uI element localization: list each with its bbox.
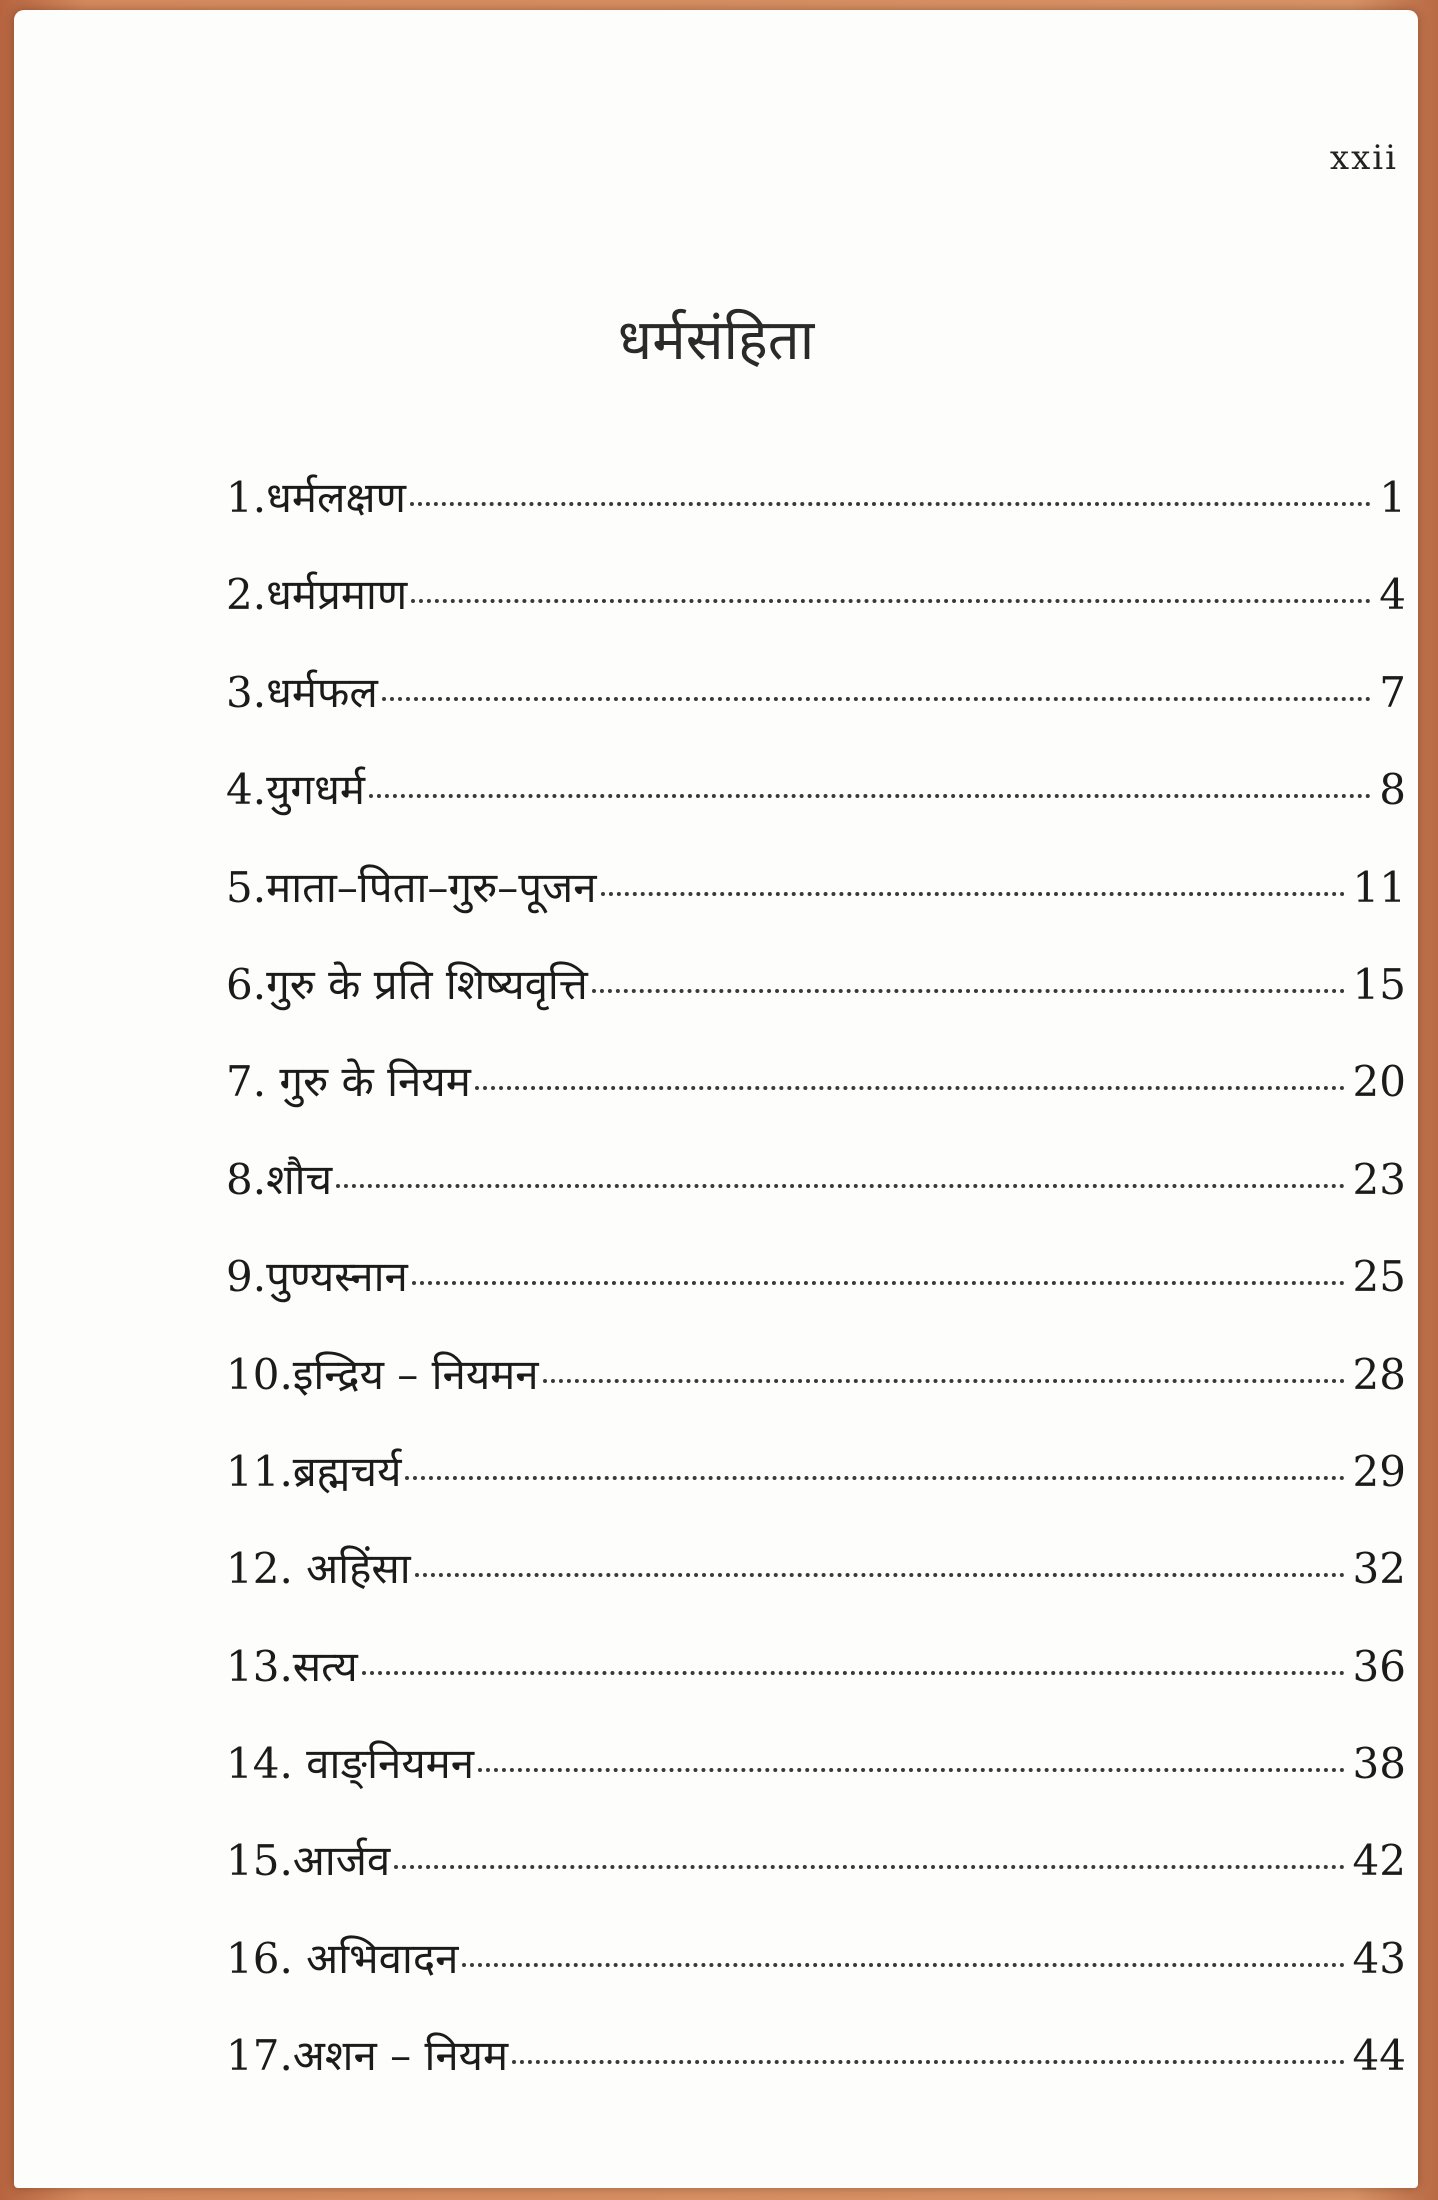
toc-entry-label: 4.युगधर्म xyxy=(226,765,366,815)
toc-entry-page: 36 xyxy=(1352,1641,1406,1691)
dot-leader xyxy=(405,1476,1344,1480)
book-page xyxy=(14,10,1418,2188)
toc-entry-page: 42 xyxy=(1352,1836,1406,1886)
toc-entry-label: 1.धर्मलक्षण xyxy=(226,473,406,522)
toc-entry-label: 6.गुरु के प्रति शिष्यवृत्ति xyxy=(226,959,588,1009)
toc-entry-page: 23 xyxy=(1352,1154,1406,1204)
toc-entry-10 xyxy=(226,1345,1406,1442)
dot-leader xyxy=(369,794,1371,798)
toc-entry-label: 7. गुरु के नियम xyxy=(226,1057,471,1107)
toc-entry-label: 15.आर्जव xyxy=(226,1836,391,1886)
toc-entry-page: 38 xyxy=(1352,1739,1406,1789)
toc-entry-page: 44 xyxy=(1352,2031,1406,2081)
toc-entry-page: 11 xyxy=(1352,862,1406,912)
dot-leader xyxy=(410,502,1371,506)
toc-entry-4 xyxy=(226,760,1406,857)
dot-leader xyxy=(475,1086,1345,1090)
toc-entry-label: 11.ब्रह्मचर्य xyxy=(226,1446,402,1496)
dot-leader xyxy=(412,1281,1345,1285)
toc-entry-9 xyxy=(226,1247,1406,1344)
toc-entry-page: 8 xyxy=(1379,765,1406,815)
dot-leader xyxy=(382,697,1371,701)
toc-entry-page: 20 xyxy=(1352,1057,1406,1107)
page-title: धर्मसंहिता xyxy=(617,308,815,373)
toc-entry-label: 14. वाङ्नियमन xyxy=(226,1739,475,1789)
toc-entry-page: 1 xyxy=(1379,473,1406,522)
toc-entry-8 xyxy=(226,1150,1406,1247)
toc-entry-label: 16. अभिवादन xyxy=(226,1933,459,1983)
toc-entry-11 xyxy=(226,1442,1406,1539)
dot-leader xyxy=(415,1573,1345,1577)
table-of-contents xyxy=(226,468,1406,2124)
dot-leader xyxy=(478,1768,1344,1772)
toc-entry-label: 3.धर्मफल xyxy=(226,667,378,717)
dot-leader xyxy=(411,599,1371,603)
dot-leader xyxy=(592,989,1345,993)
toc-entry-17 xyxy=(226,2026,1406,2123)
toc-entry-14 xyxy=(226,1734,1406,1831)
toc-entry-7 xyxy=(226,1052,1406,1149)
toc-entry-page: 28 xyxy=(1352,1349,1406,1399)
toc-entry-15 xyxy=(226,1831,1406,1928)
toc-entry-page: 4 xyxy=(1379,570,1406,620)
dot-leader xyxy=(462,1963,1344,1967)
toc-entry-5 xyxy=(226,858,1406,955)
page-number: xxii xyxy=(1329,138,1398,178)
dot-leader xyxy=(543,1379,1345,1383)
toc-entry-page: 29 xyxy=(1352,1446,1406,1496)
toc-entry-page: 15 xyxy=(1352,959,1406,1009)
toc-entry-label: 13.सत्य xyxy=(226,1641,358,1691)
dot-leader xyxy=(394,1865,1344,1869)
toc-entry-page: 25 xyxy=(1352,1252,1406,1302)
dot-leader xyxy=(336,1184,1344,1188)
toc-entry-12 xyxy=(226,1539,1406,1636)
dot-leader xyxy=(512,2060,1344,2064)
toc-entry-label: 9.पुण्यस्नान xyxy=(226,1252,408,1302)
toc-entry-13 xyxy=(226,1637,1406,1734)
toc-entry-label: 10.इन्द्रिय – नियमन xyxy=(226,1349,539,1399)
toc-entry-6 xyxy=(226,955,1406,1052)
toc-entry-2 xyxy=(226,565,1406,662)
toc-entry-3 xyxy=(226,663,1406,760)
dot-leader xyxy=(362,1671,1345,1675)
toc-entry-page: 7 xyxy=(1379,667,1406,717)
toc-entry-label: 5.माता–पिता–गुरु–पूजन xyxy=(226,862,597,912)
toc-entry-label: 2.धर्मप्रमाण xyxy=(226,570,408,620)
toc-entry-page: 43 xyxy=(1352,1933,1406,1983)
toc-entry-16 xyxy=(226,1929,1406,2026)
toc-entry-1 xyxy=(226,468,1406,565)
toc-entry-label: 17.अशन – नियम xyxy=(226,2031,509,2081)
toc-entry-page: 32 xyxy=(1352,1544,1406,1594)
dot-leader xyxy=(601,892,1345,896)
toc-entry-label: 12. अहिंसा xyxy=(226,1544,411,1594)
toc-entry-label: 8.शौच xyxy=(226,1154,333,1204)
